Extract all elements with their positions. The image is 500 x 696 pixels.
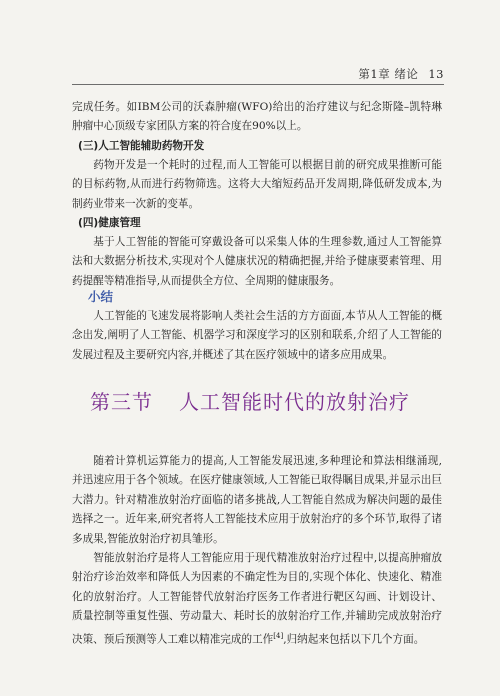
section-title [0, 386, 500, 415]
page-number: 13 [428, 67, 444, 81]
paragraph-ai-development: 随着计算机运算能力的提高,人工智能发展迅速,多种理论和算法相继涌现,并迅速应用于各个领域。在医疗健康领域,人工智能已取得瞩目成果,并显示出巨大潜力。针对精准放射治疗面临的诸多挑战,人工智能自然成为解决问题的最佳选择之一。近年来,研究者将人工智能技术应用于放射治疗的多个环节,取得了诸多成果,智能放射治疗初具雏形。 [72, 455, 442, 545]
header-rule [72, 84, 444, 85]
running-header [358, 66, 444, 82]
paragraph-drug-development: 药物开发是一个耗时的过程,而人工智能可以根据目前的研究成果推断可能的目标药物,从而进行药物筛选。这将大大缩短药品开发周期,降低研发成本,为制药业带来一次新的变革。 [72, 159, 442, 210]
subheading-health-management: (四)健康管理 [78, 217, 141, 229]
section-heading: 人工智能时代的放射治疗 [179, 390, 410, 414]
summary-title: 小结 [88, 289, 114, 304]
citation-marker: [4] [273, 631, 284, 640]
paragraph-intelligent-radiotherapy [72, 549, 442, 650]
paragraph-main-text: 智能放射治疗是将人工智能应用于现代精准放射治疗过程中,以提高肿瘤放射治疗诊治效率和降低人为因素的不确定性为目的,实现个体化、快速化、精准化的放射治疗。人工智能替代放射治疗医务工作者进行靶区勾画、计划设计、质量控制等重复性强、劳动量大、耗时长的放射治疗工作,并辅助完成放射治疗决策、预后预测等人工难以精准完成的工作 [72, 552, 442, 646]
paragraph-health-management: 基于人工智能的智能可穿戴设备可以采集人体的生理参数,通过人工智能算法和大数据分析技术,实现对个人健康状况的精确把握,并给予健康要素管理、用药提醒等精准指导,从而提供全方位、全周期的健康服务。 [72, 236, 442, 287]
chapter-label: 第1章 绪论 [358, 67, 419, 81]
section-number: 第三节 [90, 390, 153, 414]
paragraph-wfo: 完成任务。如IBM公司的沃森肿瘤(WFO)给出的治疗建议与纪念斯隆–凯特琳肿瘤中心顶级专家团队方案的符合度在90%以上。 [72, 101, 442, 133]
paragraph-end-text: ,归纳起来包括以下几个方面。 [283, 633, 425, 646]
summary-paragraph: 人工智能的飞速发展将影响人类社会生活的方方面面,本节从人工智能的概念出发,阐明了人工智能、机器学习和深度学习的区别和联系,介绍了人工智能的发展过程及主要研究内容,并概述了其在医疗领域中的诸多应用成果。 [72, 310, 442, 361]
subheading-drug-development: (三)人工智能辅助药物开发 [78, 140, 205, 152]
